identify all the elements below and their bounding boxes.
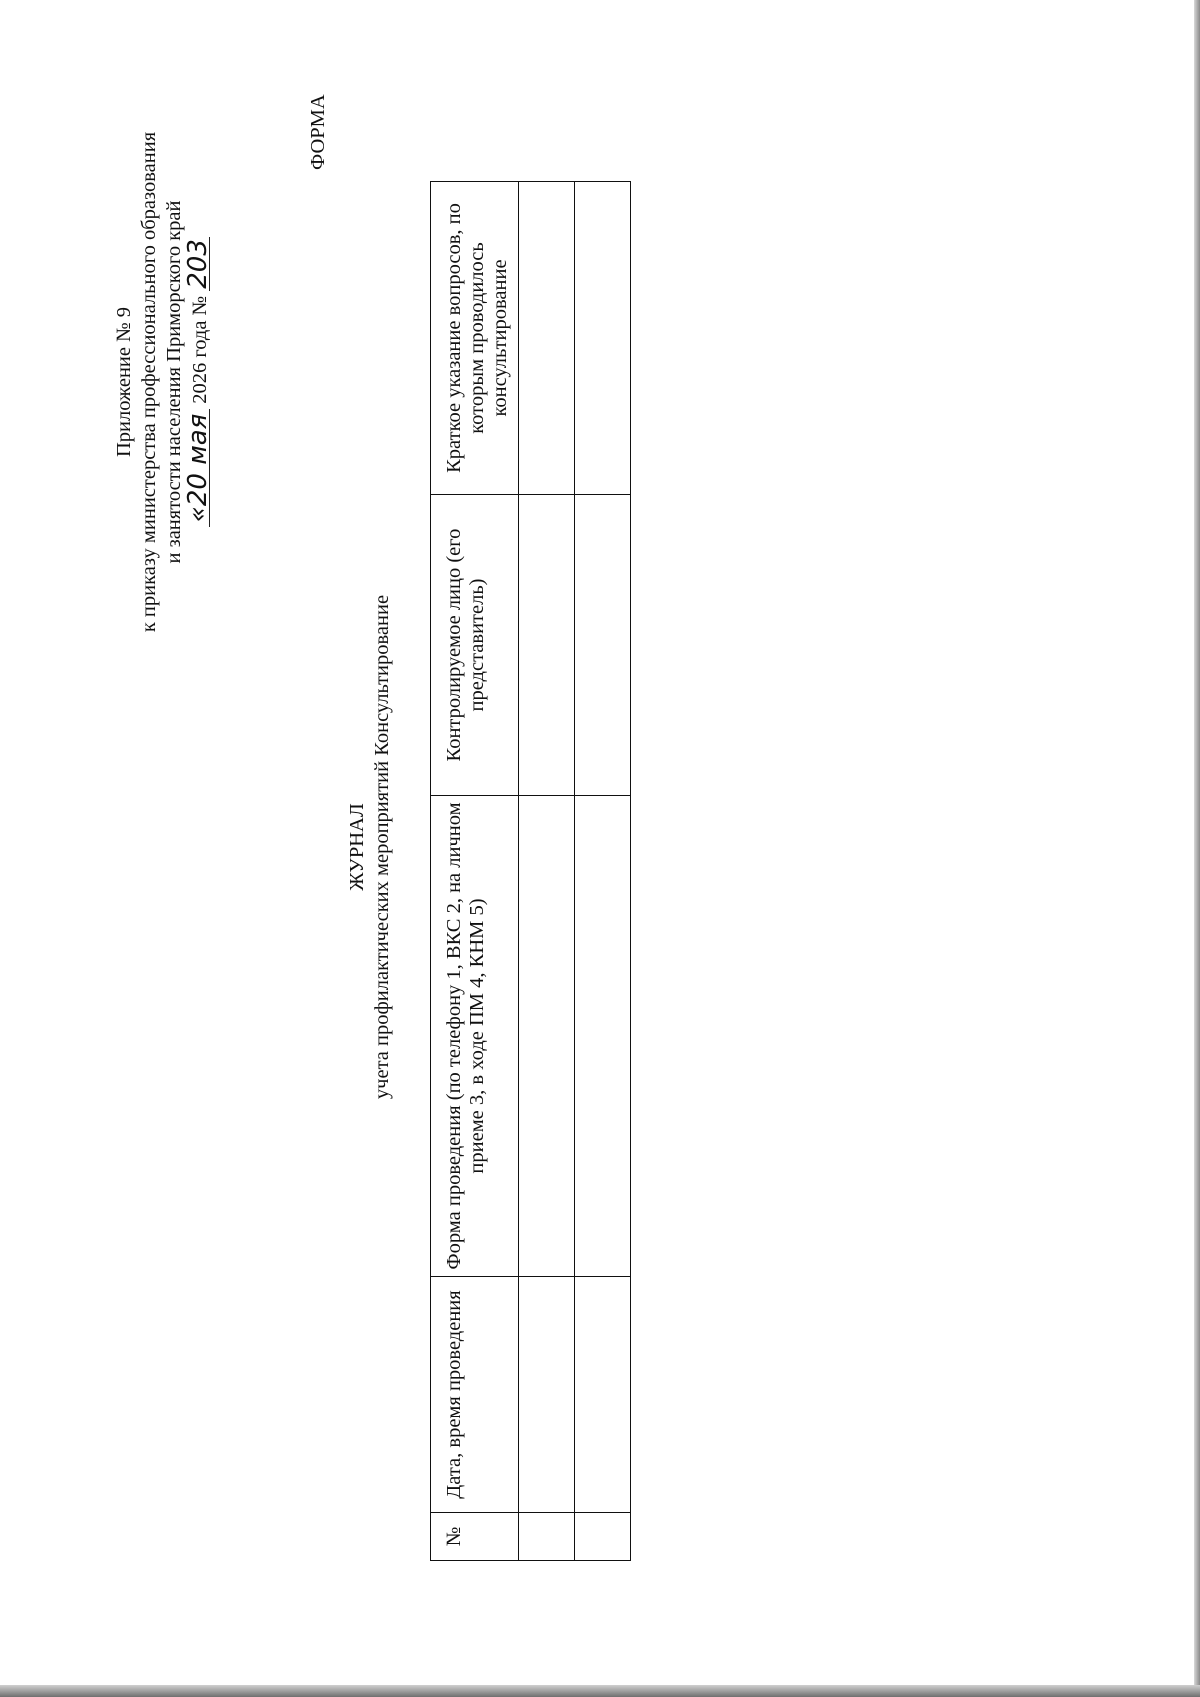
column-header-datetime: Дата, время проведения xyxy=(431,1277,519,1513)
handwritten-order-number: 203 xyxy=(183,239,213,289)
table-row xyxy=(575,182,631,1561)
handwritten-date: «20 мая xyxy=(187,409,210,527)
table-cell xyxy=(575,1513,631,1561)
appendix-order-line: к приказу министерства профессионального образования xyxy=(138,131,160,633)
table-cell xyxy=(575,182,631,495)
table-header-row xyxy=(431,182,519,1561)
journal-subtitle: учета профилактических мероприятий Консультирование xyxy=(371,594,393,1100)
form-mark: ФОРМА xyxy=(307,94,329,170)
column-header-questions: Краткое указание вопросов, по которым проводилось консультирование xyxy=(431,182,519,495)
table-cell xyxy=(575,796,631,1277)
column-header-form: Форма проведения (по телефону 1, ВКС 2, на личном приеме 3, в ходе ПМ 4, КНМ 5) xyxy=(431,796,519,1277)
table-cell xyxy=(519,1513,575,1561)
column-header-number: № xyxy=(431,1513,519,1561)
appendix-date-line xyxy=(183,102,213,662)
journal-heading xyxy=(345,347,395,1347)
table-cell xyxy=(519,796,575,1277)
journal-table xyxy=(430,181,631,1561)
table-row xyxy=(519,182,575,1561)
table-cell xyxy=(575,495,631,796)
column-header-controlled-person: Контролируемое лицо (его представитель) xyxy=(431,495,519,796)
appendix-year-text: 2026 года № xyxy=(189,295,211,404)
appendix-ministry-line: и занятости населения Приморского край xyxy=(163,200,185,564)
table-cell xyxy=(519,1277,575,1513)
appendix-title: Приложение № 9 xyxy=(113,306,135,458)
table-cell xyxy=(519,495,575,796)
appendix-block xyxy=(112,102,213,662)
table-cell xyxy=(519,182,575,495)
table-cell xyxy=(575,1277,631,1513)
journal-title: ЖУРНАЛ xyxy=(346,803,368,891)
